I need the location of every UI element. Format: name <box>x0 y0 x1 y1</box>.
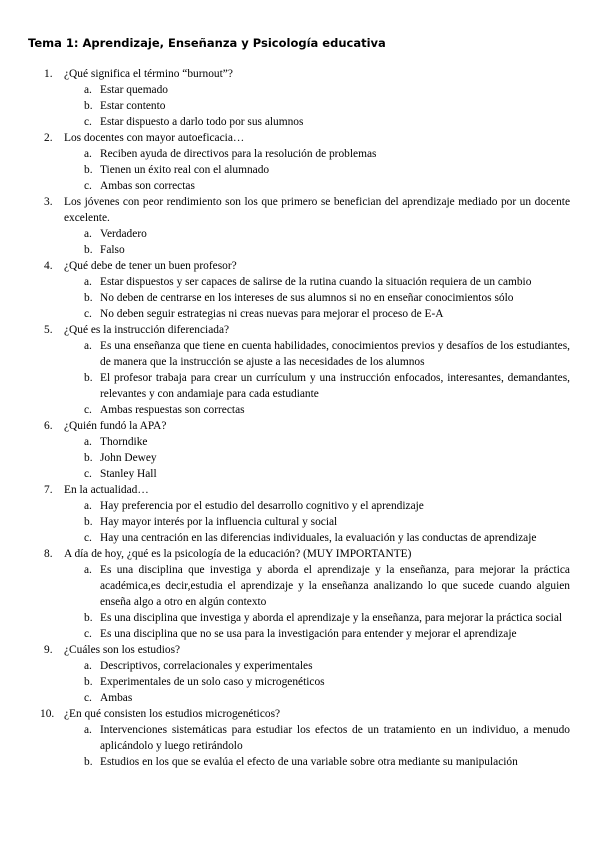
answer-option <box>0 82 600 98</box>
option-letter: b. <box>84 164 93 176</box>
option-text: Intervenciones sistemáticas para estudiar los efectos de un tratamiento en un individuo, a menudo aplicándolo y luego retirándolo <box>100 724 570 752</box>
option-letter: a. <box>84 228 92 240</box>
answer-option <box>0 562 600 610</box>
option-text: Ambas respuestas son correctas <box>100 404 245 416</box>
answer-option <box>0 674 600 690</box>
answer-option <box>0 242 600 258</box>
option-text: Descriptivos, correlacionales y experimentales <box>100 660 313 672</box>
answer-option <box>0 402 600 418</box>
question-number: 9. <box>44 644 53 656</box>
question-number: 10. <box>40 708 55 720</box>
option-letter: c. <box>84 180 92 192</box>
question-text: A día de hoy, ¿qué es la psicología de la educación? (MUY IMPORTANTE) <box>64 548 412 560</box>
question-text: ¿Cuáles son los estudios? <box>64 644 181 656</box>
question-2 <box>0 130 600 194</box>
question-text: ¿Qué debe de tener un buen profesor? <box>64 260 237 272</box>
option-letter: c. <box>84 468 92 480</box>
answer-option <box>0 98 600 114</box>
answer-option <box>0 626 600 642</box>
option-text: Ambas <box>100 692 133 704</box>
question-list <box>0 66 600 770</box>
option-text: Estar quemado <box>100 84 169 96</box>
option-letter: b. <box>84 292 93 304</box>
option-letter: a. <box>84 436 92 448</box>
answer-option <box>0 370 600 402</box>
question-text: En la actualidad… <box>64 484 149 496</box>
option-letter: a. <box>84 148 92 160</box>
answer-option <box>0 690 600 706</box>
option-letter: b. <box>84 452 93 464</box>
option-letter: c. <box>84 628 92 640</box>
option-text: Es una enseñanza que tiene en cuenta habilidades, conocimientos previos y desafíos de los estudiantes, de manera que la instrucción se ajuste a las necesidades de los alumnos <box>100 340 570 368</box>
answer-option <box>0 434 600 450</box>
option-text: Es una disciplina que investiga y aborda el aprendizaje y la enseñanza, para mejorar la práctica académica,es decir,estudia el aprendizaje y la enseñanza analizando lo que sucede cuando alguien enseña algo a otro en algún contexto <box>100 564 570 608</box>
option-text: Falso <box>100 244 125 256</box>
option-text: John Dewey <box>100 452 157 464</box>
option-letter: a. <box>84 564 92 576</box>
option-letter: b. <box>84 612 93 624</box>
option-text: Estar dispuesto a darlo todo por sus alumnos <box>100 116 304 128</box>
option-letter: a. <box>84 500 92 512</box>
answer-option <box>0 754 600 770</box>
answer-option <box>0 498 600 514</box>
answer-option <box>0 338 600 370</box>
option-letter: a. <box>84 84 92 96</box>
question-number: 5. <box>44 324 53 336</box>
option-letter: a. <box>84 276 92 288</box>
question-number: 8. <box>44 548 53 560</box>
option-letter: a. <box>84 340 92 352</box>
question-5 <box>0 322 600 418</box>
option-letter: b. <box>84 372 93 384</box>
answer-option <box>0 306 600 322</box>
question-text: ¿Quién fundó la APA? <box>64 420 167 432</box>
option-text: Hay una centración en las diferencias individuales, la evaluación y las conductas de aprendizaje <box>100 532 537 544</box>
answer-option <box>0 146 600 162</box>
question-text: Los jóvenes con peor rendimiento son los que primero se benefician del aprendizaje mediado por un docente excelente. <box>64 196 570 224</box>
answer-option <box>0 290 600 306</box>
answer-option <box>0 466 600 482</box>
option-text: Estar dispuestos y ser capaces de salirse de la rutina cuando la situación requiera de un cambio <box>100 276 532 288</box>
question-3 <box>0 194 600 258</box>
question-1 <box>0 66 600 130</box>
question-text: Los docentes con mayor autoeficacia… <box>64 132 245 144</box>
question-8 <box>0 546 600 642</box>
question-4 <box>0 258 600 322</box>
option-text: Experimentales de un solo caso y microgenéticos <box>100 676 325 688</box>
option-text: No deben seguir estrategias ni creas nuevas para mejorar el proceso de E-A <box>100 308 444 320</box>
option-text: Estar contento <box>100 100 166 112</box>
question-number: 3. <box>44 196 53 208</box>
answer-option <box>0 722 600 754</box>
question-text: ¿Qué significa el término “burnout”? <box>64 68 233 80</box>
option-letter: c. <box>84 692 92 704</box>
option-text: Hay mayor interés por la influencia cultural y social <box>100 516 338 528</box>
question-number: 4. <box>44 260 53 272</box>
answer-option <box>0 114 600 130</box>
option-text: Thorndike <box>100 436 148 448</box>
answer-option <box>0 450 600 466</box>
option-letter: c. <box>84 308 92 320</box>
option-letter: b. <box>84 244 93 256</box>
answer-option <box>0 162 600 178</box>
question-text: ¿Qué es la instrucción diferenciada? <box>64 324 230 336</box>
question-number: 1. <box>44 68 53 80</box>
option-text: Reciben ayuda de directivos para la resolución de problemas <box>100 148 377 160</box>
option-text: Hay preferencia por el estudio del desarrollo cognitivo y el aprendizaje <box>100 500 424 512</box>
question-number: 2. <box>44 132 53 144</box>
option-text: Ambas son correctas <box>100 180 195 192</box>
question-number: 6. <box>44 420 53 432</box>
question-9 <box>0 642 600 706</box>
option-letter: c. <box>84 116 92 128</box>
option-text: Verdadero <box>100 228 147 240</box>
option-letter: b. <box>84 100 93 112</box>
answer-option <box>0 178 600 194</box>
option-letter: c. <box>84 404 92 416</box>
question-number: 7. <box>44 484 53 496</box>
question-7 <box>0 482 600 546</box>
option-text: Es una disciplina que investiga y aborda el aprendizaje y la enseñanza, para mejorar la práctica social <box>100 612 563 624</box>
document-title: Tema 1: Aprendizaje, Enseñanza y Psicología educativa <box>28 36 386 50</box>
answer-option <box>0 530 600 546</box>
question-10 <box>0 706 600 770</box>
option-letter: a. <box>84 660 92 672</box>
answer-option <box>0 226 600 242</box>
option-text: Es una disciplina que no se usa para la investigación para entender y mejorar el aprendizaje <box>100 628 517 640</box>
answer-option <box>0 274 600 290</box>
option-letter: b. <box>84 516 93 528</box>
option-letter: b. <box>84 676 93 688</box>
option-text: Stanley Hall <box>100 468 157 480</box>
option-letter: a. <box>84 724 92 736</box>
option-text: No deben de centrarse en los intereses de sus alumnos si no en enseñar conocimientos sólo <box>100 292 514 304</box>
answer-option <box>0 658 600 674</box>
option-text: Tienen un éxito real con el alumnado <box>100 164 270 176</box>
question-6 <box>0 418 600 482</box>
answer-option <box>0 610 600 626</box>
answer-option <box>0 514 600 530</box>
option-letter: b. <box>84 756 93 768</box>
option-letter: c. <box>84 532 92 544</box>
option-text: Estudios en los que se evalúa el efecto de una variable sobre otra mediante su manipulación <box>100 756 518 768</box>
option-text: El profesor trabaja para crear un currículum y una instrucción enfocados, interesantes, demandantes, relevantes y con andamiaje para cada estudiante <box>100 372 570 400</box>
question-text: ¿En qué consisten los estudios microgenéticos? <box>64 708 281 720</box>
